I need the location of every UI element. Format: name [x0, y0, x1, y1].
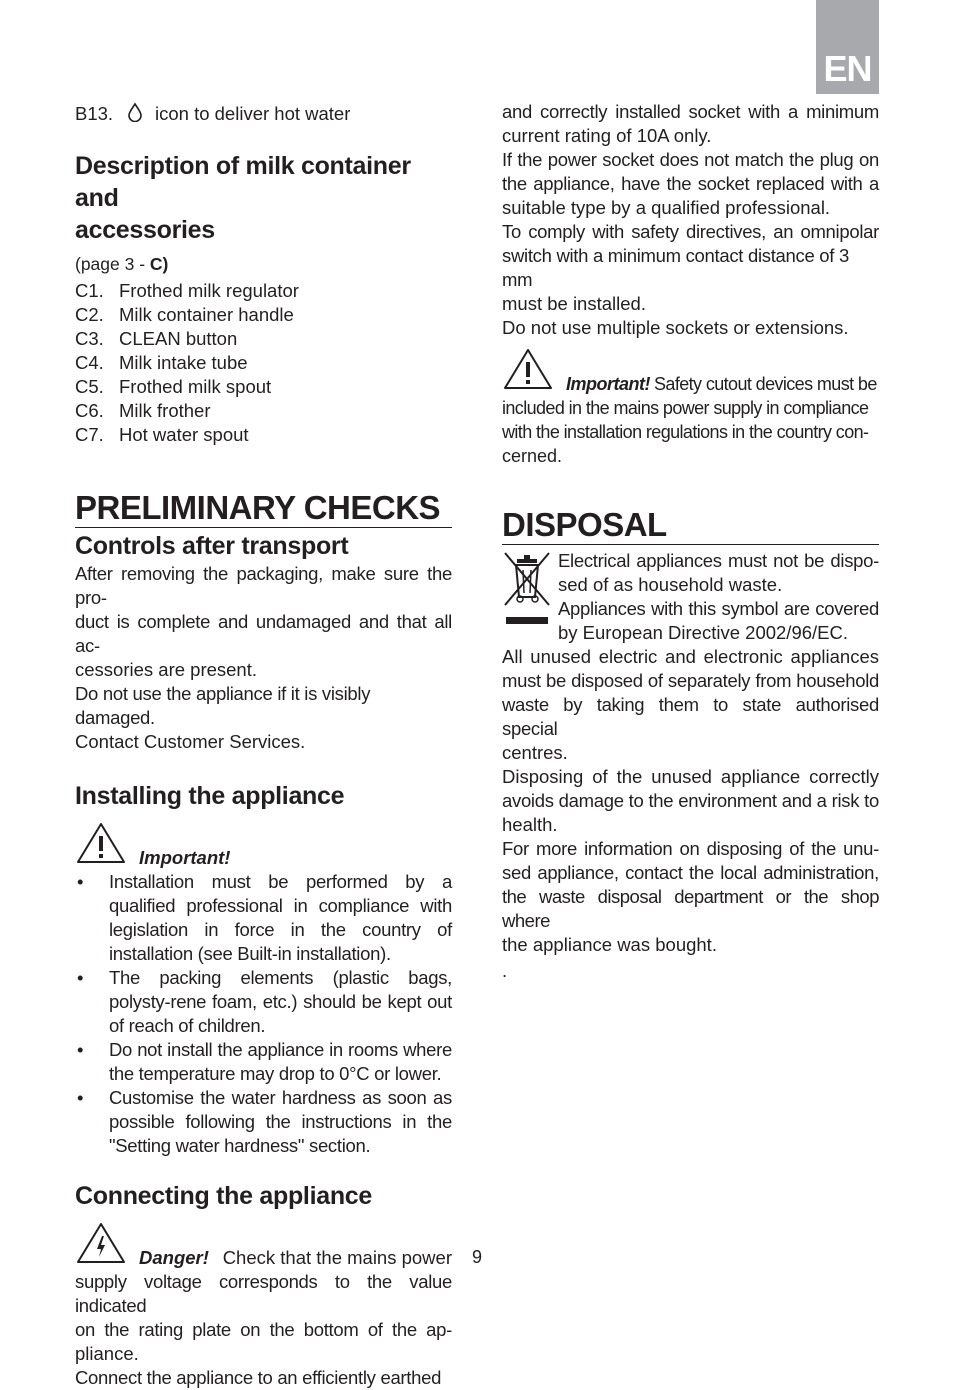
milk-section-title [75, 150, 452, 246]
text-line: After removing the packaging, make sure the pro- [75, 563, 452, 608]
text-line: . [502, 960, 508, 981]
milk-title-line2: accessories [75, 216, 215, 244]
item-code: C6. [75, 400, 104, 421]
text-line: Disposing of the unused appliance correctly [502, 766, 879, 787]
bullet-text: The packing elements (plastic bags, polysty-rene foam, etc.) should be kept out of reach of children. [109, 967, 452, 1036]
item-text: Milk frother [119, 400, 211, 421]
installing-important-row [75, 824, 452, 870]
item-text: CLEAN button [119, 328, 238, 349]
list-item [75, 327, 452, 351]
bullet-text: Do not install the appliance in rooms where the temperature may drop to 0°C or lower. [109, 1039, 452, 1084]
list-item [75, 375, 452, 399]
list-item [75, 1038, 452, 1086]
text-line: current rating of 10A only. [502, 125, 712, 146]
text-line: To comply with safety directives, an omnipolar [502, 221, 879, 242]
milk-title-line1: Description of milk container and [75, 152, 411, 212]
bullet-marker: • [77, 871, 84, 892]
milk-page-ref [75, 252, 452, 276]
text-line: pliance. [75, 1343, 139, 1364]
text-line: and correctly installed socket with a minimum [502, 101, 879, 122]
connecting-title: Connecting the appliance [75, 1182, 372, 1210]
bullet-marker: • [77, 1039, 84, 1060]
text-line: must be disposed of separately from household [502, 670, 879, 691]
milk-ref-bold: C) [149, 254, 169, 274]
safety-text [502, 396, 879, 468]
bullet-marker: • [77, 967, 84, 988]
text-line: suitable type by a qualified professional. [502, 197, 831, 218]
list-item [75, 351, 452, 375]
text-line: Connect the appliance to an efficiently earthed [75, 1367, 442, 1388]
item-text: Frothed milk regulator [119, 280, 299, 301]
text-line: the appliance was bought. [502, 934, 717, 955]
text-line: Do not use multiple sockets or extensions. [502, 317, 849, 338]
text-line: supply voltage corresponds to the value indicated [75, 1271, 452, 1316]
right-column [502, 100, 879, 983]
b13-code: B13. [75, 103, 114, 124]
list-item [75, 279, 452, 303]
text-line: included in the mains power supply in compliance [502, 398, 869, 418]
connecting-text [75, 1270, 452, 1390]
text-line: Contact Customer Services. [75, 731, 306, 752]
important-label: Important! [139, 847, 231, 868]
list-item [75, 1086, 452, 1158]
item-code: C5. [75, 376, 104, 397]
important-label: Important! [566, 374, 650, 394]
text-line: with the installation regulations in the country con- [502, 422, 869, 442]
disposal-text [502, 645, 879, 983]
danger-first-line: Check that the mains power [222, 1247, 452, 1268]
item-text: Milk intake tube [119, 352, 248, 373]
item-code: C3. [75, 328, 104, 349]
milk-ref-prefix: (page 3 - [75, 254, 150, 274]
item-text: Hot water spout [119, 424, 249, 445]
milk-items-list [75, 279, 452, 447]
item-code: C7. [75, 424, 104, 445]
warning-triangle-icon [502, 347, 566, 396]
important-first-line: Safety cutout devices must be [654, 374, 877, 394]
text-line: Electrical appliances must not be dispo- [558, 550, 879, 571]
text-line: cerned. [502, 446, 563, 466]
weee-block [502, 549, 879, 645]
text-line: the waste disposal department or the shop where [502, 886, 879, 931]
text-line: centres. [502, 742, 568, 763]
text-line: All unused electric and electronic appliances [502, 646, 879, 667]
list-item [75, 303, 452, 327]
text-line: health. [502, 814, 558, 835]
bullet-text: Installation must be performed by a qualified professional in compliance with legislation in force in the country of installation (see Built-in installation). [109, 871, 452, 964]
item-code: C2. [75, 304, 104, 325]
installing-bullets [75, 870, 452, 1158]
text-line: avoids damage to the environment and a risk to [502, 790, 879, 811]
text-line: switch with a minimum contact distance of 3 mm [502, 245, 849, 290]
transport-text [75, 562, 452, 754]
text-line: Do not use the appliance if it is visibly damaged. [75, 683, 371, 728]
warning-triangle-icon [75, 821, 139, 870]
b13-row [75, 100, 452, 128]
safety-important-row [502, 354, 879, 396]
bullet-text: Customise the water hardness as soon as possible following the instructions in the "Setting water hardness" section. [109, 1087, 452, 1156]
disposal-title: DISPOSAL [502, 506, 879, 545]
text-line: If the power socket does not match the plug on [502, 149, 879, 170]
text-line: waste by taking them to state authorised special [502, 694, 879, 739]
text-line: cessories are present. [75, 659, 258, 680]
weee-text [558, 549, 879, 645]
text-line: by European Directive 2002/96/EC. [558, 622, 849, 643]
text-line: duct is complete and undamaged and that all ac- [75, 611, 452, 656]
item-text: Frothed milk spout [119, 376, 272, 397]
list-item [75, 870, 452, 966]
socket-text [502, 100, 879, 340]
crossed-bin-icon [502, 549, 558, 645]
preliminary-checks-title: PRELIMINARY CHECKS [75, 489, 452, 528]
list-item [75, 423, 452, 447]
text-line: must be installed. [502, 293, 646, 314]
list-item [75, 966, 452, 1038]
text-line: the appliance, have the socket replaced with a [502, 173, 879, 194]
danger-label: Danger! [139, 1247, 209, 1268]
text-line: For more information on disposing of the unu- [502, 838, 879, 859]
transport-title: Controls after transport [75, 532, 349, 560]
water-drop-icon [127, 102, 155, 127]
bullet-marker: • [77, 1087, 84, 1108]
b13-text: icon to deliver hot water [155, 103, 351, 124]
list-item [75, 399, 452, 423]
text-line: on the rating plate on the bottom of the ap- [75, 1319, 452, 1340]
language-tab: EN [816, 0, 879, 94]
left-column [75, 100, 452, 1390]
item-code: C4. [75, 352, 104, 373]
page-number: 9 [471, 1247, 482, 1267]
text-line: sed of as household waste. [558, 574, 783, 595]
installing-title: Installing the appliance [75, 782, 345, 810]
item-code: C1. [75, 280, 104, 301]
text-line: sed appliance, contact the local administration, [502, 862, 879, 883]
item-text: Milk container handle [119, 304, 294, 325]
text-line: Appliances with this symbol are covered [558, 598, 879, 619]
